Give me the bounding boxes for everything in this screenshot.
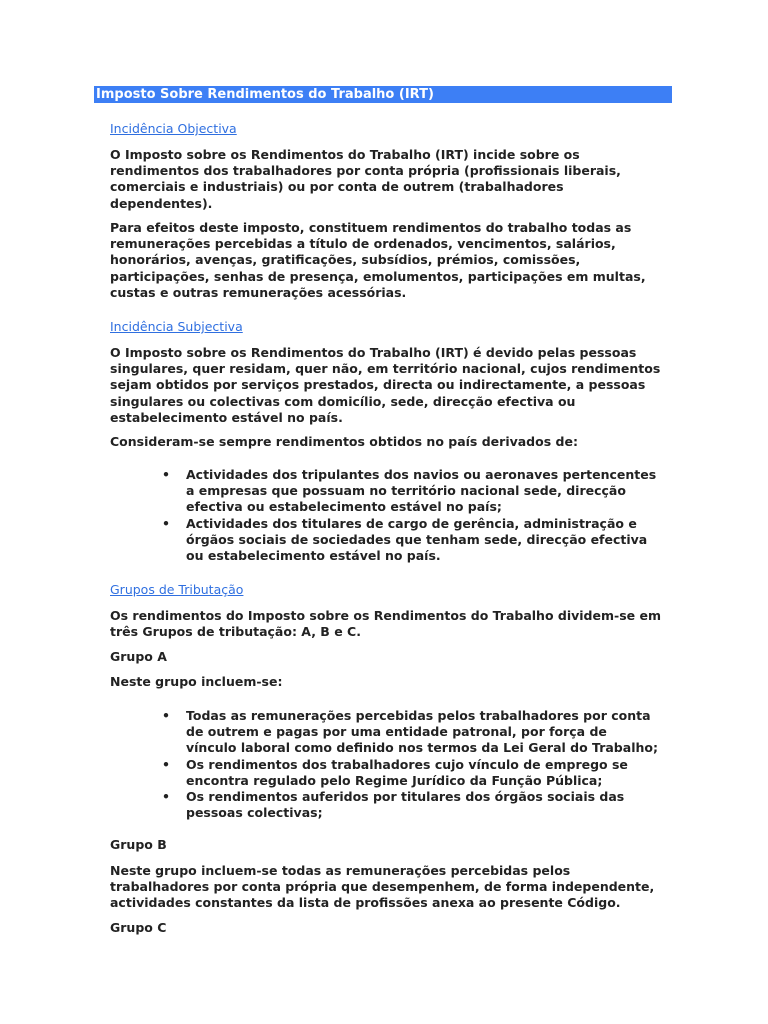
grupo-c-label: Grupo C — [110, 920, 167, 935]
bullet-icon: • — [162, 756, 170, 772]
paragraph-subjectiva-1: O Imposto sobre os Rendimentos do Trabalho (IRT) é devido pelas pessoas singulares, quer residam, quer não, em território nacional, cujos rendimentos sejam obtidos por serviços prestados, directa ou indirectamente, a pessoas singulares ou colectivas com domicílio, sede, direcção efectiva ou estabelecimento estável no país. — [110, 345, 661, 425]
grupo-a-label: Grupo A — [110, 649, 167, 664]
grupo-b-text: Neste grupo incluem-se todas as remunerações percebidas pelos trabalhadores por conta própria que desempenhem, de forma independente, actividades constantes da lista de profissões anexa ao presente Código. — [110, 863, 655, 911]
bullet-icon: • — [162, 789, 170, 805]
paragraph-objectiva-1: O Imposto sobre os Rendimentos do Trabalho (IRT) incide sobre os rendimentos dos trabalhadores por conta própria (profissionais liberais, comerciais e industriais) ou por conta de outrem (trabalhadores dependentes). — [110, 147, 621, 211]
list-item: • Actividades dos titulares de cargo de gerência, administração e órgãos sociais de sociedades que tenham sede, direcção efectiva ou estabelecimento estável no país. — [162, 515, 648, 564]
heading-incidencia-objectiva[interactable]: Incidência Objectiva — [110, 121, 237, 136]
document-title: Imposto Sobre Rendimentos do Trabalho (IRT) — [94, 86, 672, 103]
paragraph-grupos-intro: Os rendimentos do Imposto sobre os Rendimentos do Trabalho dividem-se em três Grupos de tributação: A, B e C. — [110, 608, 661, 640]
list-item: • Todas as remunerações percebidas pelos trabalhadores por conta de outrem e pagas por uma entidade patronal, por força de vínculo laboral como definido nos termos da Lei Geral do Trabalho; — [162, 708, 658, 756]
grupo-b-label: Grupo B — [110, 837, 167, 852]
paragraph-objectiva-2: Para efeitos deste imposto, constituem rendimentos do trabalho todas as remunerações percebidas a título de ordenados, vencimentos, salários, honorários, avenças, gratificações, subsídios, prémios, comissões, participações, senhas de presença, emolumentos, participações em multas, custas e outras remunerações acessórias. — [110, 220, 646, 300]
heading-incidencia-subjectiva[interactable]: Incidência Subjectiva — [110, 319, 243, 334]
list-item: • Os rendimentos dos trabalhadores cujo vínculo de emprego se encontra regulado pelo Regime Jurídico da Função Pública; — [162, 756, 628, 788]
paragraph-subjectiva-2: Consideram-se sempre rendimentos obtidos no país derivados de: — [110, 434, 578, 449]
list-item: • Os rendimentos auferidos por titulares dos órgãos sociais das pessoas colectivas; — [162, 789, 625, 821]
list-item: • Actividades dos tripulantes dos navios ou aeronaves pertencentes a empresas que possuam no território nacional sede, direcção efectiva ou estabelecimento estável no país; — [162, 467, 657, 515]
bullet-icon: • — [162, 467, 170, 482]
subjectiva-bullet-list — [160, 467, 660, 564]
grupo-a-intro: Neste grupo incluem-se: — [110, 674, 283, 689]
heading-grupos-tributacao[interactable]: Grupos de Tributação — [110, 582, 244, 597]
bullet-icon: • — [162, 708, 170, 723]
grupo-a-bullet-list — [160, 708, 660, 821]
bullet-icon: • — [162, 515, 170, 531]
